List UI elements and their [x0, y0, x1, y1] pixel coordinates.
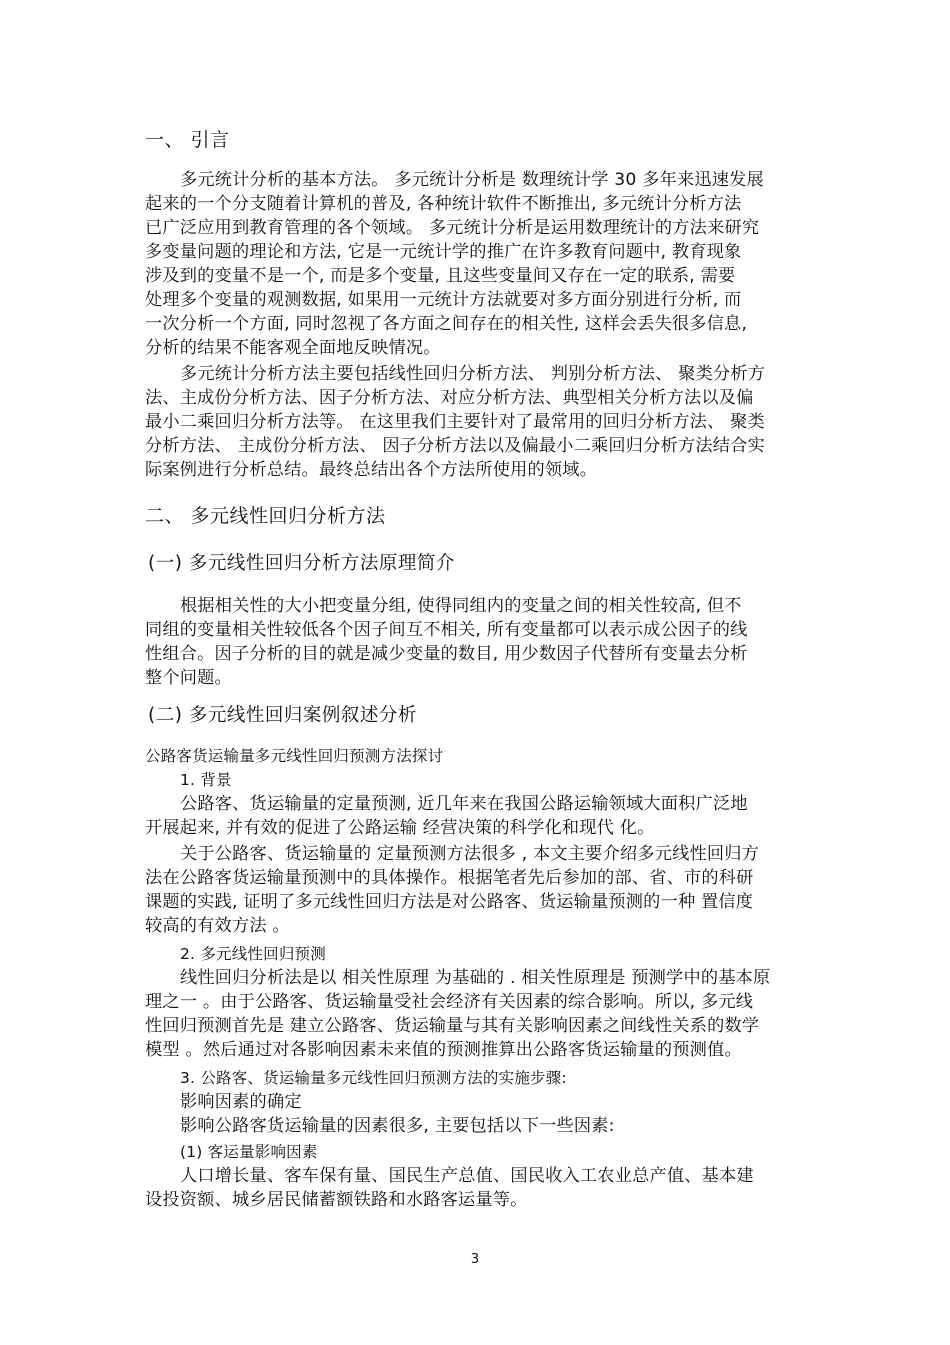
paragraph-line: 线性回归分析法是以 相关性原理 为基础的 . 相关性原理是 预测学中的基本原	[180, 968, 771, 988]
step-label: 2. 多元线性回归预测	[180, 945, 326, 963]
paragraph-line: 际案例进行分析总结。最终总结出各个方法所使用的领域。	[145, 460, 598, 480]
paragraph-line: 分析方法、 主成份分析方法、 因子分析方法以及偏最小二乘回归分析方法结合实	[145, 436, 765, 456]
step-subheading: 影响因素的确定	[180, 1092, 302, 1112]
paragraph-line: 分析的结果不能客观全面地反映情况。	[145, 338, 441, 358]
paragraph-line: 性回归预测首先是 建立公路客、货运输量与其有关影响因素之间线性关系的数学	[145, 1016, 760, 1036]
paragraph-line: 法在公路客货运输量预测中的具体操作。根据笔者先后参加的部、省、市的科研	[145, 868, 754, 888]
paragraph-line: 课题的实践, 证明了多元线性回归方法是对公路客、货运输量预测的一种 置信度	[145, 892, 754, 912]
paragraph-line: 整个问题。	[145, 668, 232, 688]
paragraph-line: 同组的变量相关性较低各个因子间互不相关, 所有变量都可以表示成公因子的线	[145, 620, 748, 640]
paragraph-line: 处理多个变量的观测数据, 如果用一元统计方法就要对多方面分别进行分析, 而	[145, 290, 742, 310]
paragraph-line: 多变量问题的理论和方法, 它是一元统计学的推广在许多教育问题中, 教育现象	[145, 242, 742, 262]
paragraph-line: 多元统计分析的基本方法。 多元统计分析是 数理统计学 30 多年来迅速发展	[180, 170, 764, 190]
paragraph-line: 设投资额、城乡居民储蓄额铁路和水路客运量等。	[145, 1190, 528, 1210]
paragraph-line: 涉及到的变量不是一个, 而是多个变量, 且这些变量间又存在一定的联系, 需要	[145, 266, 736, 286]
paragraph-line: 性组合。因子分析的目的就是减少变量的数目, 用少数因子代替所有变量去分析	[145, 644, 748, 664]
paragraph-line: 最小二乘回归分析方法等。 在这里我们主要针对了最常用的回归分析方法、 聚类	[145, 412, 765, 432]
page-number: 3	[470, 1252, 480, 1267]
section-heading-regression: 二、 多元线性回归分析方法	[145, 505, 386, 527]
paragraph-line: 模型 。然后通过对各影响因素未来值的预测推算出公路客货运输量的预测值。	[145, 1040, 742, 1060]
paragraph-line: 理之一 。由于公路客、货运输量受社会经济有关因素的综合影响。所以, 多元线	[145, 992, 754, 1012]
paragraph-line: 人口增长量、客车保有量、国民生产总值、国民收入工农业总产值、基本建	[180, 1166, 754, 1186]
paragraph-line: 公路客、货运输量的定量预测, 近几年来在我国公路运输领域大面积广泛地	[180, 794, 748, 814]
section-heading-introduction: 一、 引言	[145, 129, 230, 151]
paragraph-line: 法、主成份分析方法、因子分析方法、对应分析方法、典型相关分析方法以及偏	[145, 388, 754, 408]
paragraph-line: 开展起来, 并有效的促进了公路运输 经营决策的科学化和现代 化。	[145, 818, 655, 838]
paragraph-line: 多元统计分析方法主要包括线性回归分析方法、 判别分析方法、 聚类分析方	[180, 364, 766, 384]
list-item-label: (1) 客运量影响因素	[180, 1143, 318, 1161]
step-label: 1. 背景	[180, 771, 232, 789]
subsection-heading-principle: (一) 多元线性回归分析方法原理简介	[148, 553, 455, 574]
paragraph-line: 较高的有效方法 。	[145, 916, 290, 936]
paragraph-line: 起来的一个分支随着计算机的普及, 各种统计软件不断推出, 多元统计分析方法	[145, 194, 742, 214]
paragraph-line: 关于公路客、货运输量的 定量预测方法很多 , 本文主要介绍多元线性回归方	[180, 844, 760, 864]
paragraph-line: 已广泛应用到教育管理的各个领域。 多元统计分析是运用数理统计的方法来研究	[145, 218, 760, 238]
step-label: 3. 公路客、货运输量多元线性回归预测方法的实施步骤:	[180, 1069, 567, 1087]
paragraph-line: 根据相关性的大小把变量分组, 使得同组内的变量之间的相关性较高, 但不	[180, 596, 742, 616]
case-title: 公路客货运输量多元线性回归预测方法探讨	[145, 747, 444, 765]
subsection-heading-case: (二) 多元线性回归案例叙述分析	[148, 705, 417, 726]
paragraph-line: 一次分析一个方面, 同时忽视了各方面之间存在的相关性, 这样会丢失很多信息,	[145, 314, 748, 334]
paragraph-line: 影响公路客货运输量的因素很多, 主要包括以下一些因素:	[180, 1116, 615, 1136]
